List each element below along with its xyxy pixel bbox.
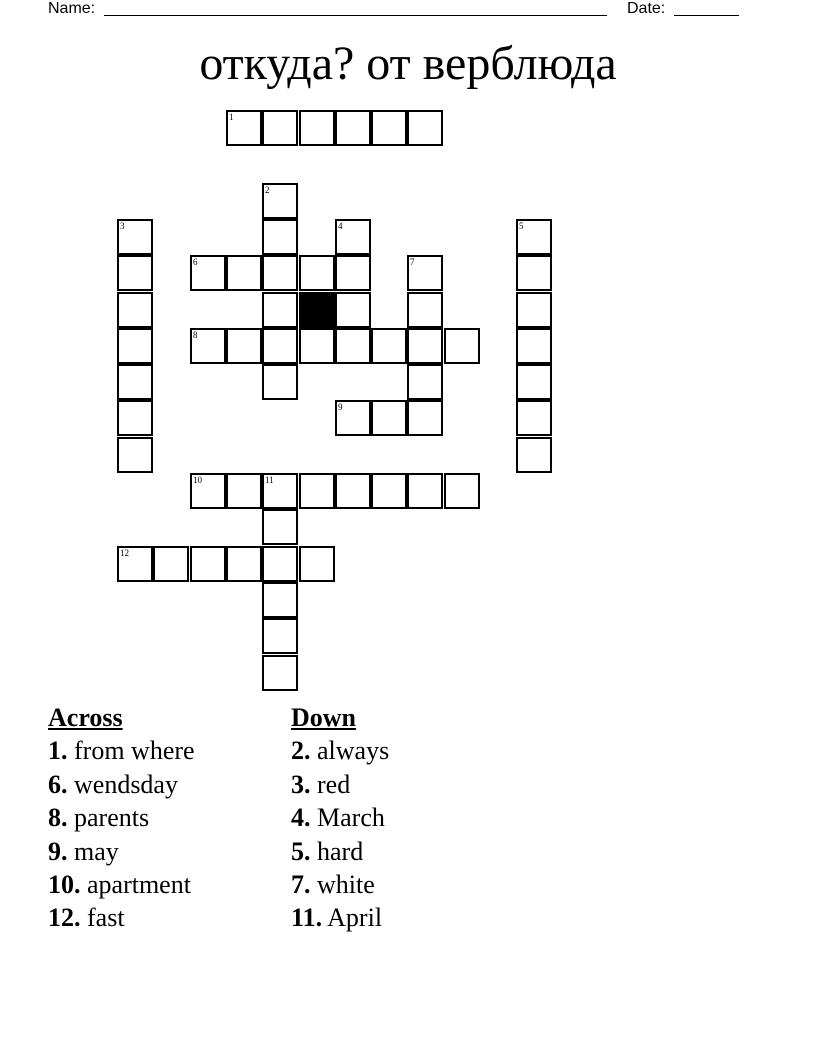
down-heading: Down xyxy=(291,703,357,732)
clue-text: hard xyxy=(317,836,364,866)
grid-cell[interactable] xyxy=(299,328,335,364)
down-clue xyxy=(291,801,531,834)
grid-cell[interactable] xyxy=(407,400,443,436)
clue-text: March xyxy=(317,803,385,833)
down-clues xyxy=(291,701,531,935)
clue-text: wendsday xyxy=(74,769,178,799)
across-clue xyxy=(48,768,278,801)
clue-number-label: 9 xyxy=(338,402,343,412)
grid-cell[interactable] xyxy=(407,364,443,400)
across-heading: Across xyxy=(48,703,123,732)
across-clue xyxy=(48,734,278,767)
grid-cell[interactable] xyxy=(516,292,552,328)
grid-cell[interactable] xyxy=(407,328,443,364)
grid-cell[interactable] xyxy=(262,582,298,618)
clue-number-label: 5 xyxy=(519,221,524,231)
clue-number: 3. xyxy=(291,769,311,799)
grid-cell[interactable] xyxy=(335,255,371,291)
clue-number-label: 12 xyxy=(120,548,129,558)
grid-cell[interactable] xyxy=(444,328,480,364)
clue-number-label: 2 xyxy=(265,185,270,195)
clue-text: from where xyxy=(74,736,195,766)
grid-cell[interactable] xyxy=(516,219,552,255)
grid-cell[interactable] xyxy=(262,618,298,654)
clue-text: white xyxy=(317,870,375,900)
clue-number-label: 11 xyxy=(265,475,274,485)
grid-cell[interactable] xyxy=(226,110,262,146)
grid-cell[interactable] xyxy=(262,509,298,545)
grid-cell[interactable] xyxy=(117,400,153,436)
across-clues xyxy=(48,701,278,935)
grid-cell[interactable] xyxy=(262,219,298,255)
across-clue xyxy=(48,868,278,901)
clue-number: 7. xyxy=(291,870,311,900)
clue-number: 2. xyxy=(291,736,311,766)
grid-cell[interactable] xyxy=(262,110,298,146)
grid-cell[interactable] xyxy=(262,292,298,328)
date-label: Date: xyxy=(627,0,666,17)
clue-number-label: 6 xyxy=(193,257,198,267)
grid-cell[interactable] xyxy=(299,546,335,582)
grid-cell[interactable] xyxy=(299,110,335,146)
grid-cell[interactable] xyxy=(371,400,407,436)
clue-number-label: 10 xyxy=(193,475,202,485)
grid-block-cell xyxy=(299,292,335,328)
grid-cell[interactable] xyxy=(407,110,443,146)
grid-cell[interactable] xyxy=(516,255,552,291)
clue-number: 1. xyxy=(48,736,68,766)
grid-cell[interactable] xyxy=(153,546,189,582)
grid-cell[interactable] xyxy=(516,328,552,364)
clue-number-label: 8 xyxy=(193,330,198,340)
grid-cell[interactable] xyxy=(444,473,480,509)
clue-text: fast xyxy=(87,903,125,933)
down-clue xyxy=(291,768,531,801)
clue-text: April xyxy=(327,903,383,933)
clue-number: 5. xyxy=(291,836,311,866)
name-label: Name: xyxy=(48,0,96,17)
puzzle-title: откуда? от верблюда xyxy=(199,37,617,90)
grid-cell[interactable] xyxy=(262,183,298,219)
grid-cell[interactable] xyxy=(335,473,371,509)
clue-number-label: 1 xyxy=(229,112,234,122)
clue-number: 6. xyxy=(48,769,68,799)
clue-number: 4. xyxy=(291,803,311,833)
grid-cell[interactable] xyxy=(190,328,226,364)
grid-cell[interactable] xyxy=(371,328,407,364)
grid-cell[interactable] xyxy=(516,400,552,436)
grid-cell[interactable] xyxy=(299,473,335,509)
grid-cell[interactable] xyxy=(117,546,153,582)
grid-cell[interactable] xyxy=(335,400,371,436)
clue-number: 10. xyxy=(48,870,81,900)
grid-cell[interactable] xyxy=(371,473,407,509)
grid-cell[interactable] xyxy=(262,546,298,582)
clue-number-label: 3 xyxy=(120,221,125,231)
across-clue xyxy=(48,901,278,934)
grid-cell[interactable] xyxy=(117,328,153,364)
grid-cell[interactable] xyxy=(262,255,298,291)
across-clue xyxy=(48,835,278,868)
clue-number-label: 7 xyxy=(410,257,415,267)
clue-text: red xyxy=(317,769,351,799)
grid-cell[interactable] xyxy=(407,255,443,291)
grid-cell[interactable] xyxy=(516,437,552,473)
grid-cell[interactable] xyxy=(117,219,153,255)
grid-cell[interactable] xyxy=(226,546,262,582)
grid-cell[interactable] xyxy=(190,546,226,582)
clue-number: 11. xyxy=(291,903,323,933)
clue-text: may xyxy=(74,836,119,866)
grid-cell[interactable] xyxy=(190,255,226,291)
down-clue xyxy=(291,901,531,934)
grid-cell[interactable] xyxy=(117,364,153,400)
grid-cell[interactable] xyxy=(190,473,226,509)
grid-cell[interactable] xyxy=(262,328,298,364)
grid-cell[interactable] xyxy=(262,655,298,691)
clue-text: parents xyxy=(74,803,150,833)
down-clue xyxy=(291,734,531,767)
down-clue xyxy=(291,835,531,868)
grid-cell[interactable] xyxy=(226,328,262,364)
grid-cell[interactable] xyxy=(516,364,552,400)
grid-cell[interactable] xyxy=(371,110,407,146)
grid-cell[interactable] xyxy=(117,437,153,473)
grid-cell[interactable] xyxy=(335,110,371,146)
grid-cell[interactable] xyxy=(335,219,371,255)
grid-cell[interactable] xyxy=(117,292,153,328)
down-clue xyxy=(291,868,531,901)
clue-number: 8. xyxy=(48,803,68,833)
clue-number: 12. xyxy=(48,903,81,933)
grid-cell[interactable] xyxy=(335,328,371,364)
grid-cell[interactable] xyxy=(335,292,371,328)
grid-cell[interactable] xyxy=(407,292,443,328)
across-clue xyxy=(48,801,278,834)
grid-cell[interactable] xyxy=(117,255,153,291)
grid-cell[interactable] xyxy=(262,473,298,509)
grid-cell[interactable] xyxy=(226,473,262,509)
clue-text: apartment xyxy=(87,870,191,900)
grid-cell[interactable] xyxy=(407,473,443,509)
grid-cell[interactable] xyxy=(226,255,262,291)
grid-cell[interactable] xyxy=(299,255,335,291)
grid-cell[interactable] xyxy=(262,364,298,400)
clue-number-label: 4 xyxy=(338,221,343,231)
clue-number: 9. xyxy=(48,836,68,866)
clue-text: always xyxy=(317,736,390,766)
